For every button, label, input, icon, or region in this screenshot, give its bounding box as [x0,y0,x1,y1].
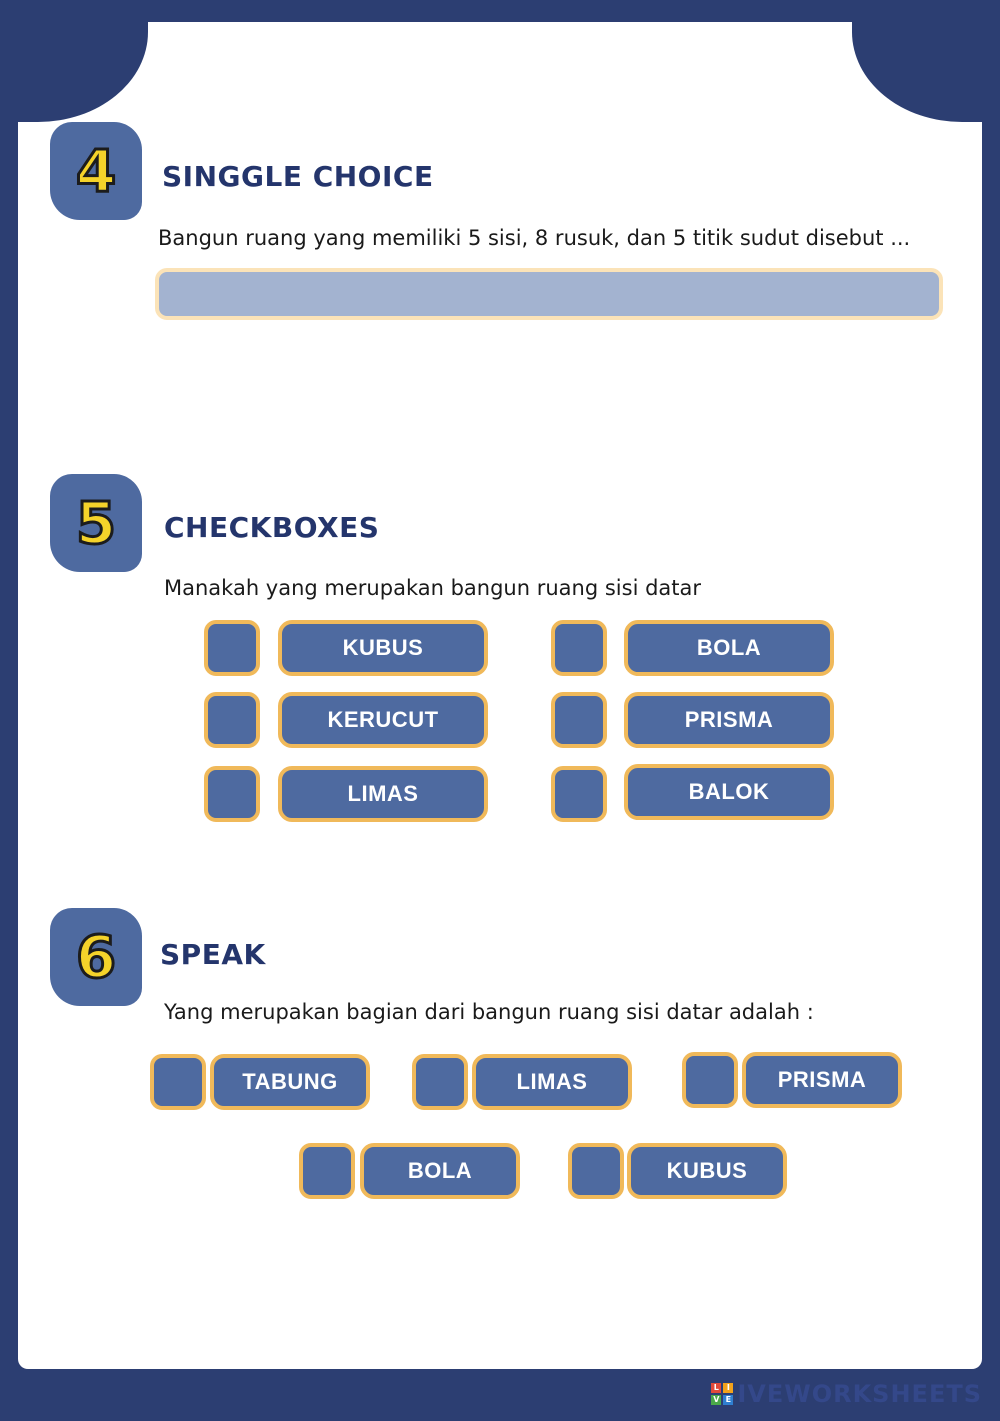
checkbox-tabung[interactable] [150,1054,206,1110]
option-bola-2[interactable]: BOLA [360,1143,520,1199]
liveworksheets-logo[interactable] [711,1380,982,1408]
section-6-heading: SPEAK [160,938,266,971]
brand-text: IVEWORKSHEETS [737,1380,982,1408]
option-kubus-2[interactable]: KUBUS [627,1143,787,1199]
corner-decoration-left [18,22,148,122]
section-number: 5 [75,489,117,557]
option-kerucut[interactable]: KERUCUT [278,692,488,748]
logo-icon: L I V E [711,1383,733,1405]
section-5-question: Manakah yang merupakan bangun ruang sisi datar [164,576,702,600]
checkbox-balok[interactable] [551,766,607,822]
option-balok[interactable]: BALOK [624,764,834,820]
checkbox-kubus-2[interactable] [568,1143,624,1199]
option-limas-2[interactable]: LIMAS [472,1054,632,1110]
checkbox-limas-2[interactable] [412,1054,468,1110]
section-6-question: Yang merupakan bagian dari bangun ruang sisi datar adalah : [164,1000,814,1024]
section-4-number-badge [50,122,142,220]
checkbox-prisma[interactable] [551,692,607,748]
corner-decoration-right [852,22,982,122]
top-band [0,0,1000,22]
section-6-number-badge [50,908,142,1006]
checkbox-kerucut[interactable] [204,692,260,748]
checkbox-limas[interactable] [204,766,260,822]
checkbox-kubus[interactable] [204,620,260,676]
checkbox-prisma-2[interactable] [682,1052,738,1108]
section-4-question: Bangun ruang yang memiliki 5 sisi, 8 rusuk, dan 5 titik sudut disebut ... [158,226,911,250]
option-prisma-2[interactable]: PRISMA [742,1052,902,1108]
answer-input[interactable] [155,268,943,320]
option-limas[interactable]: LIMAS [278,766,488,822]
checkbox-bola[interactable] [551,620,607,676]
section-number: 4 [75,137,117,205]
section-5-heading: CHECKBOXES [164,511,380,544]
checkbox-bola-2[interactable] [299,1143,355,1199]
option-tabung[interactable]: TABUNG [210,1054,370,1110]
section-5-number-badge [50,474,142,572]
section-4-heading: SINGGLE CHOICE [162,160,434,193]
option-prisma[interactable]: PRISMA [624,692,834,748]
section-number: 6 [75,923,117,991]
option-kubus[interactable]: KUBUS [278,620,488,676]
option-bola[interactable]: BOLA [624,620,834,676]
